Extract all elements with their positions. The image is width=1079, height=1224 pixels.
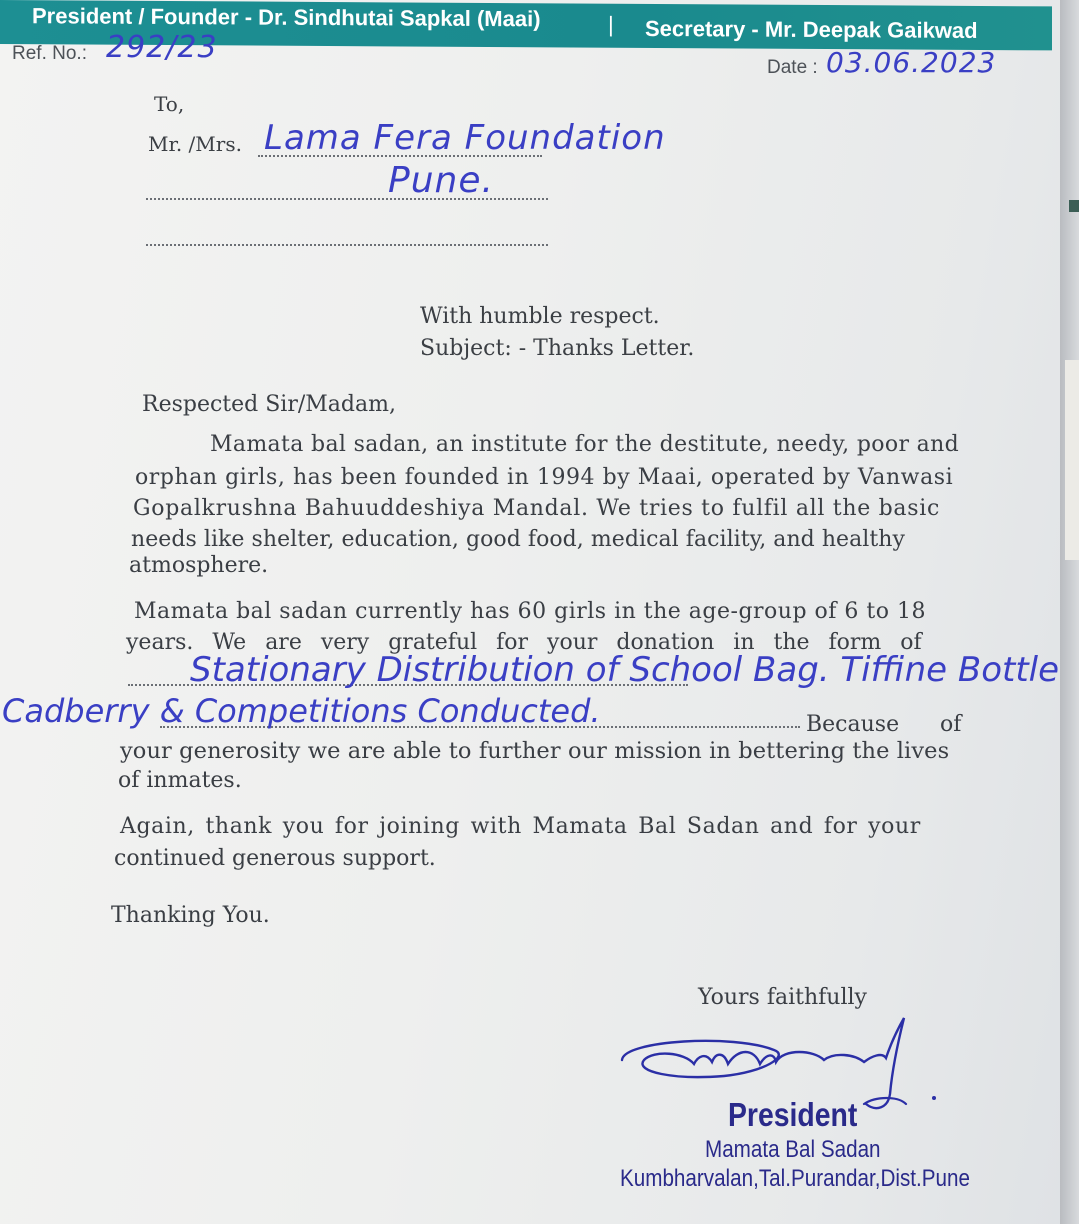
- para3-line2: continued generous support.: [114, 846, 436, 871]
- para1-line1: Mamata bal sadan, an institute for the destitute, needy, poor and: [210, 432, 960, 457]
- date-label: Date :: [767, 57, 818, 78]
- para3-line1: Again, thank you for joining with Mamata Bal Sadan and for your: [120, 814, 921, 839]
- salutation-prefix: Mr. /Mrs.: [148, 132, 242, 156]
- address-dotted-line-2: [146, 244, 548, 246]
- para1-line3: Gopalkrushna Bahuuddeshiya Mandal. We tries to fulfil all the basic: [133, 496, 940, 521]
- para1-line2: orphan girls, has been founded in 1994 by Maai, operated by Vanwasi: [135, 465, 954, 490]
- because-word: Because: [806, 712, 900, 737]
- background-edge: [1060, 0, 1079, 1224]
- closing-line: Thanking You.: [111, 903, 270, 928]
- para1-line4: needs like shelter, education, good food, medical facility, and healthy: [131, 527, 905, 552]
- date-value: 03.06.2023: [826, 46, 997, 79]
- para2-line1: Mamata bal sadan currently has 60 girls in the age-group of 6 to 18: [134, 599, 926, 624]
- edge-object: [1069, 200, 1079, 212]
- recipient-city: Pune.: [388, 160, 494, 201]
- founder-text: President / Founder - Dr. Sindhutai Sapkal (Maai): [32, 3, 541, 32]
- recipient-name: Lama Fera Foundation: [264, 118, 666, 158]
- para2-line5: of inmates.: [118, 768, 242, 793]
- greeting: Respected Sir/Madam,: [142, 392, 396, 417]
- respect-line: With humble respect.: [420, 304, 660, 329]
- header-separator: |: [608, 11, 614, 37]
- to-label: To,: [154, 92, 185, 116]
- donation-handwritten-1: Stationary Distribution of School Bag. Tiffine Bottle: [190, 650, 1060, 690]
- secretary-text: Secretary - Mr. Deepak Gaikwad: [645, 15, 978, 43]
- subject-line: Subject: - Thanks Letter.: [420, 336, 695, 361]
- stamp-org: Mamata Bal Sadan: [705, 1136, 881, 1163]
- para2-line2: years. We are very grateful for your donation in the form of: [126, 630, 922, 655]
- of-word: of: [940, 712, 962, 737]
- stamp-address: Kumbharvalan,Tal.Purandar,Dist.Pune: [620, 1165, 970, 1192]
- ref-label: Ref. No.:: [12, 43, 87, 64]
- signoff-line: Yours faithfully: [698, 985, 867, 1010]
- edge-paper: [1065, 360, 1079, 560]
- stamp-title: President: [728, 1096, 858, 1133]
- donation-handwritten-2: Cadberry & Competitions Conducted.: [2, 692, 601, 730]
- para1-line5: atmosphere.: [129, 553, 269, 578]
- para2-line4: your generosity we are able to further our mission in bettering the lives: [120, 738, 950, 764]
- ref-value: 292/23: [106, 30, 218, 65]
